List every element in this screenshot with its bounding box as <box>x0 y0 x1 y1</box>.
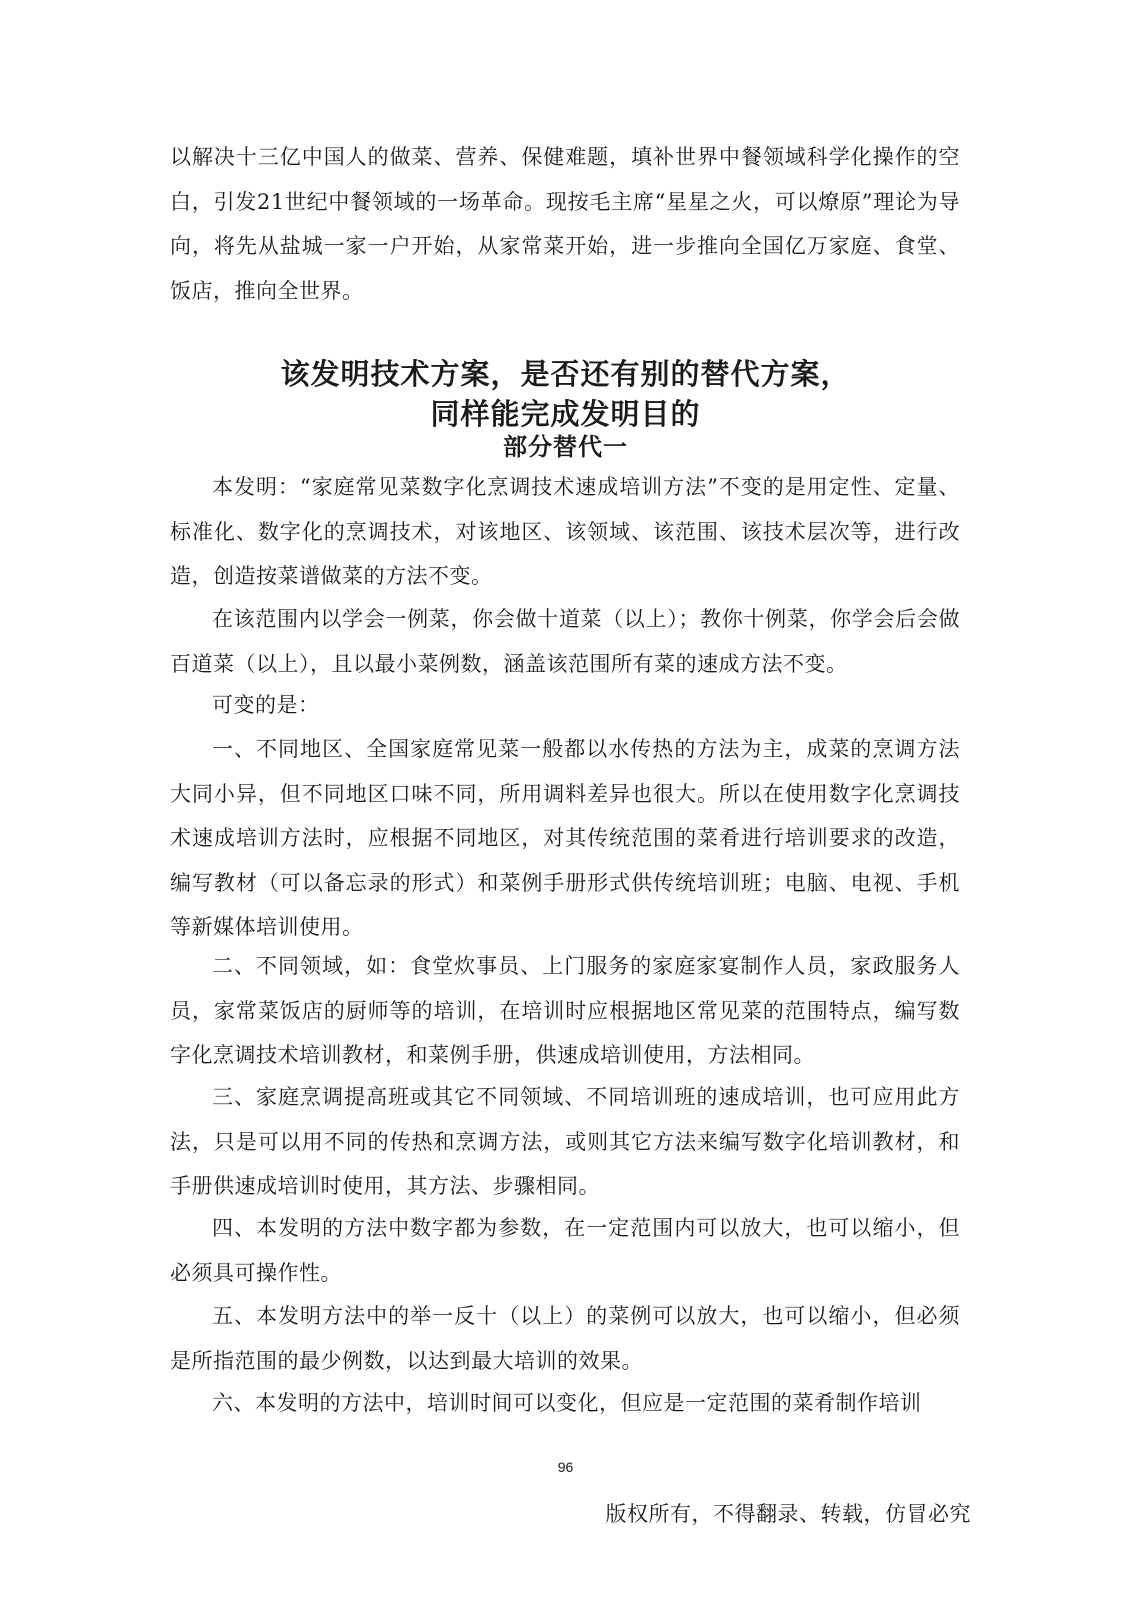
paragraph-invariant-scope: 在该范围内以学会一例菜，你会做十道菜（以上）；教你十例菜，你学会后会做百道菜（以上），且以最小菜例数，涵盖该范围所有菜的速成方法不变。 <box>170 607 960 676</box>
paragraph-intro-continuation: 以解决十三亿中国人的做菜、营养、保健难题，填补世界中餐领域科学化操作的空白，引发21世纪中餐领域的一场革命。现按毛主席“星星之火，可以燎原”理论为导向，将先从盐城一家一户开始，从家常菜开始，进一步推向全国亿万家庭、食堂、饭店，推向全世界。 <box>170 145 960 303</box>
copyright-notice: 版权所有，不得翻录、转载，仿冒必究 <box>605 1502 971 1526</box>
subsection-heading: 部分替代一 <box>503 433 628 461</box>
paragraph-item-4-parameters: 四、本发明的方法中数字都为参数，在一定范围内可以放大，也可以缩小，但必须具可操作性。 <box>170 1216 960 1285</box>
paragraph-item-3-classes: 三、家庭烹调提高班或其它不同领域、不同培训班的速成培训，也可应用此方法，只是可以用不同的传热和烹调方法，或则其它方法来编写数字化培训教材，和手册供速成培训时使用，其方法、步骤相同。 <box>170 1085 960 1198</box>
section-heading-line-1: 该发明技术方案，是否还有别的替代方案， <box>280 357 851 391</box>
page-number: 96 <box>557 1459 574 1475</box>
paragraph-item-6-time: 六、本发明的方法中，培训时间可以变化，但应是一定范围的菜肴制作培训 <box>212 1391 922 1415</box>
paragraph-variable-intro: 可变的是： <box>212 693 320 717</box>
paragraph-item-2-fields: 二、不同领域，如：食堂炊事员、上门服务的家庭家宴制作人员，家政服务人员，家常菜饭店的厨师等的培训，在培训时应根据地区常见菜的范围特点，编写数字化烹调技术培训教材，和菜例手册，供速成培训使用，方法相同。 <box>170 954 960 1067</box>
paragraph-item-5-examples: 五、本发明方法中的举一反十（以上）的菜例可以放大，也可以缩小，但必须是所指范围的最少例数，以达到最大培训的效果。 <box>170 1304 960 1373</box>
paragraph-item-1-regions: 一、不同地区、全国家庭常见菜一般都以水传热的方法为主，成菜的烹调方法大同小异，但不同地区口味不同，所用调料差异也很大。所以在使用数字化烹调技术速成培训方法时，应根据不同地区，对其传统范围的菜肴进行培训要求的改造，编写教材（可以备忘录的形式）和菜例手册形式供传统培训班；电脑、电视、手机等新媒体培训使用。 <box>170 737 960 939</box>
paragraph-invariant-method: 本发明：“家庭常见菜数字化烹调技术速成培训方法”不变的是用定性、定量、标准化、数字化的烹调技术，对该地区、该领域、该范围、该技术层次等，进行改造，创造按菜谱做菜的方法不变。 <box>170 475 960 588</box>
section-heading-line-2: 同样能完成发明目的 <box>430 397 701 431</box>
